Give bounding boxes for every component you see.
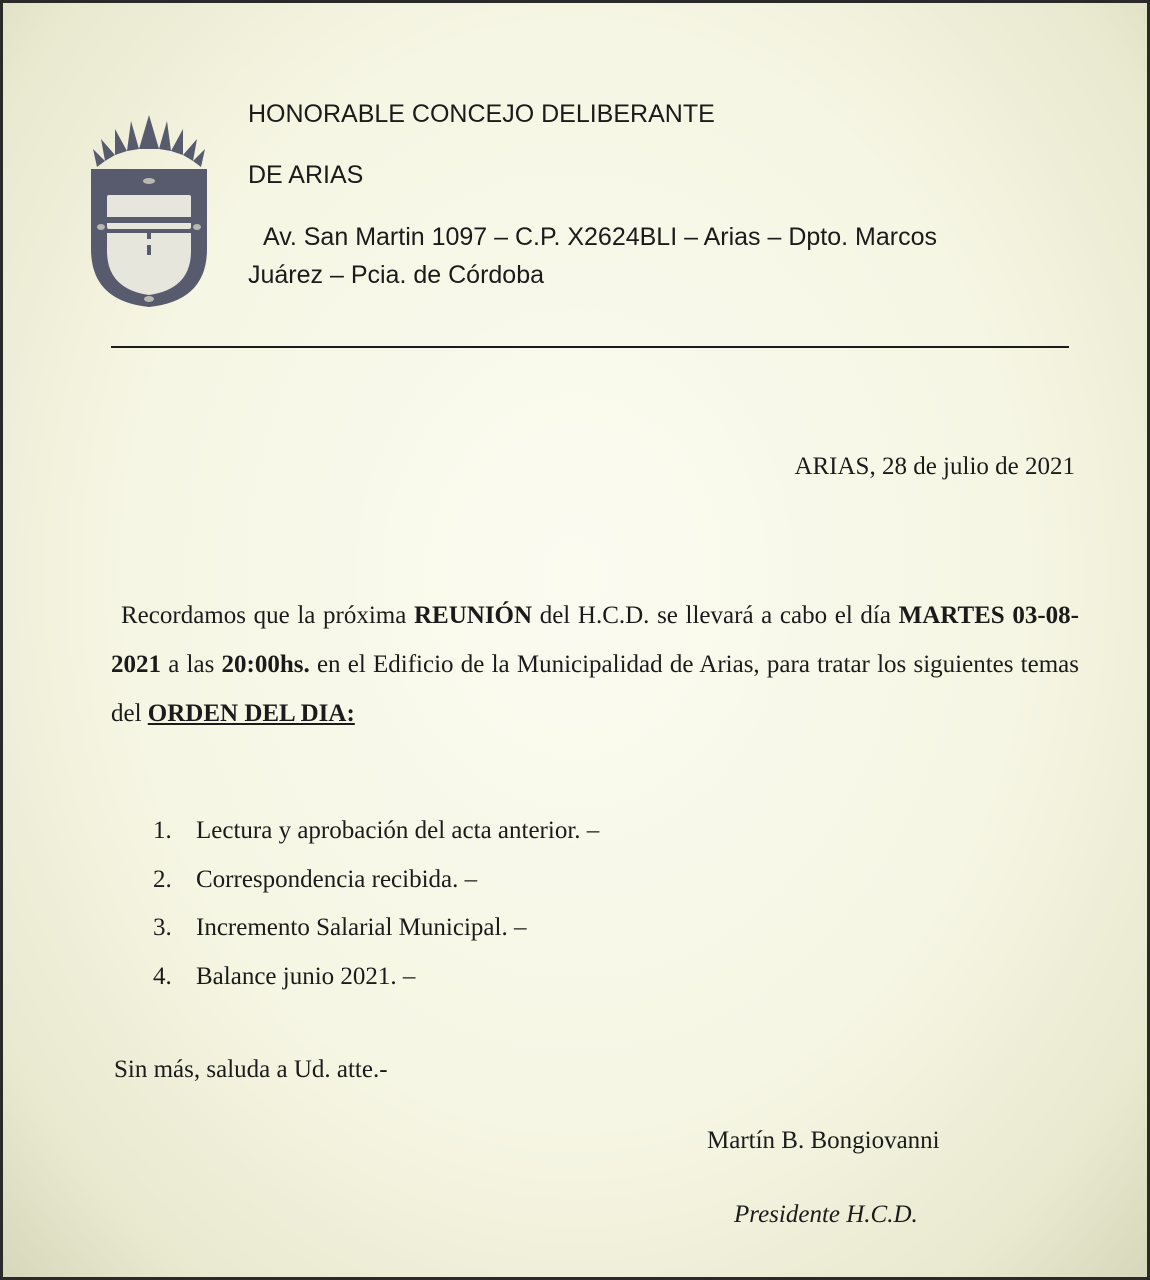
council-name-line2: DE ARIAS — [248, 161, 364, 189]
address-line2: Juárez – Pcia. de Córdoba — [248, 261, 545, 289]
agenda-item-text: Correspondencia recibida. – — [196, 865, 478, 893]
address-line1: Av. San Martin 1097 – C.P. X2624BLI – Arias – Dpto. Marcos — [263, 223, 937, 251]
agenda-item-number: 2. — [153, 865, 172, 893]
agenda-item-text: Lectura y aprobación del acta anterior. – — [196, 817, 600, 844]
orden-del-dia-heading: ORDEN DEL DIA: — [147, 700, 355, 727]
body-text-2: del H.C.D. se llevará a cabo el día — [532, 602, 899, 629]
header-divider — [111, 346, 1069, 348]
body-paragraph — [111, 591, 1079, 738]
closing-line: Sin más, saluda a Ud. atte.- — [114, 1056, 388, 1083]
agenda-item-number: 3. — [153, 914, 172, 941]
agenda-item-number: 1. — [153, 817, 172, 844]
body-text-1: Recordamos que la próxima — [121, 602, 414, 629]
municipal-seal-icon — [87, 111, 211, 311]
body-bold-time: 20:00hs. — [221, 651, 310, 678]
agenda-item — [153, 813, 599, 862]
signer-name: Martín B. Bongiovanni — [707, 1127, 940, 1154]
signer-role: Presidente H.C.D. — [734, 1201, 918, 1228]
agenda-item-number: 4. — [153, 962, 172, 990]
agenda-item — [153, 862, 599, 911]
agenda-item-text: Balance junio 2021. – — [196, 962, 416, 990]
agenda-item — [153, 959, 599, 1008]
council-name-line1: HONORABLE CONCEJO DELIBERANTE — [248, 100, 715, 128]
agenda-item — [153, 910, 599, 959]
agenda-item-text: Incremento Salarial Municipal. – — [196, 914, 527, 941]
document-page — [3, 3, 1147, 1277]
agenda-list — [153, 813, 599, 1007]
body-bold-date: MARTES 03-08-2021 — [111, 602, 1079, 678]
body-text-3: a las — [161, 651, 222, 678]
letter-date: ARIAS, 28 de julio de 2021 — [794, 453, 1075, 480]
body-text-4: en el Edificio de la Municipalidad de Arias, para tratar los siguientes temas del — [111, 651, 1079, 727]
body-bold-reunion: REUNIÓN — [413, 602, 533, 629]
